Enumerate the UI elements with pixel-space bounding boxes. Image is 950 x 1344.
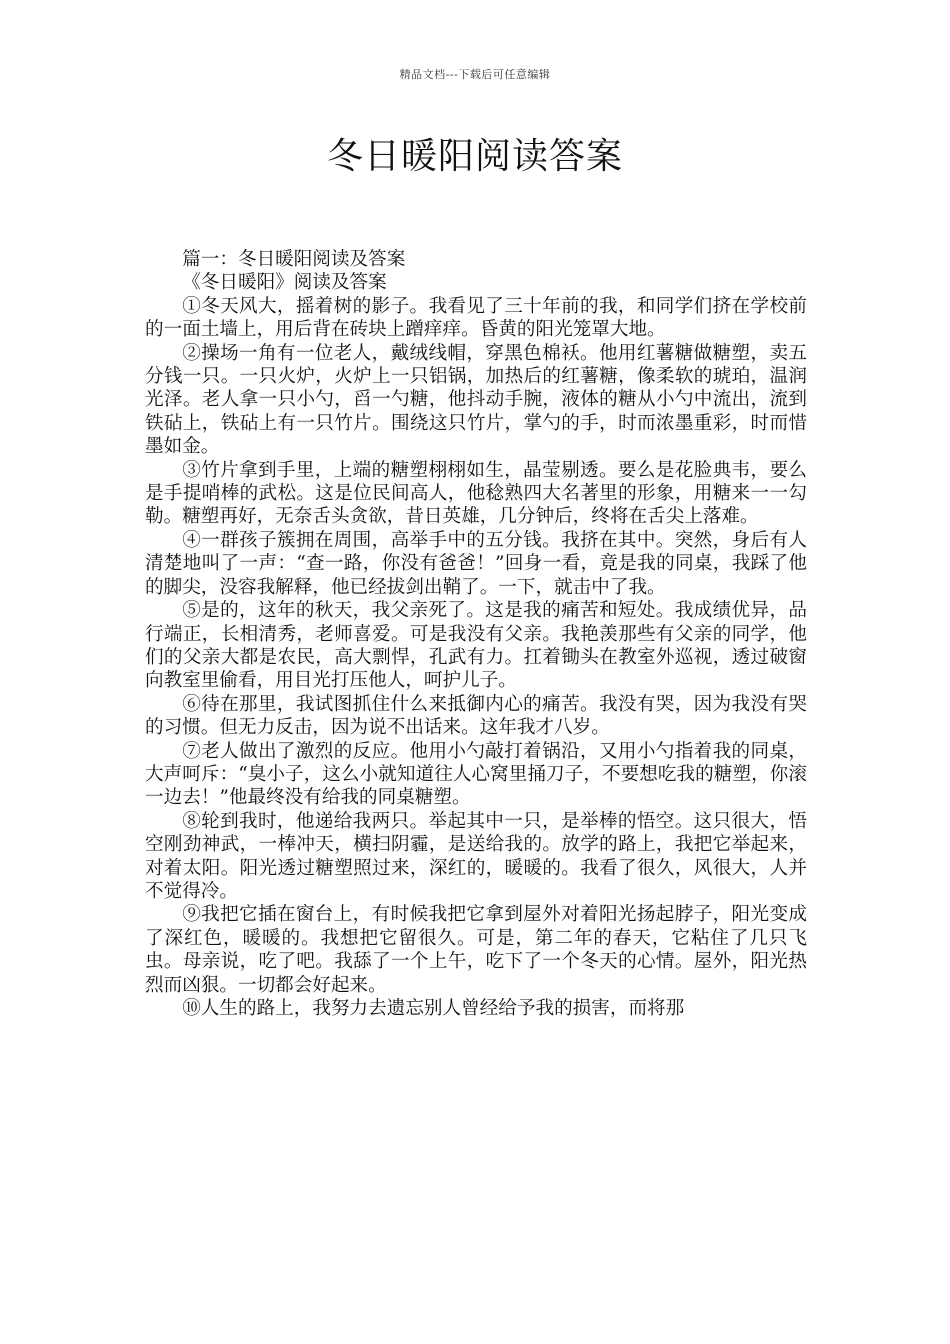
- paragraph-10: ⑩人生的路上，我努力去遗忘别人曾经给予我的损害，而将那: [182, 998, 685, 1019]
- paragraph-3: ③竹片拿到手里，上端的糖塑栩栩如生，晶莹剔透。要么是花脸典韦，要么是手提哨棒的武松。这是位民间高人，他稔熟四大名著里的形象，用糖来一一勾勒。糖塑再好，无奈舌头贪欲，昔日英雄，几分钟后，终将在舌尖上落难。: [145, 459, 807, 528]
- header-note: 精品文档---下载后可任意编辑: [399, 68, 551, 81]
- paragraph-5: ⑤是的，这年的秋天，我父亲死了。这是我的痛苦和短处。我成绩优异，品行端正，长相清秀，老师喜爱。可是我没有父亲。我艳羡那些有父亲的同学，他们的父亲大都是农民，高大剽悍，孔武有力。扛着锄头在教室外巡视，透过破窗向教室里偷看，用目光打压他人，呵护儿子。: [145, 600, 807, 692]
- paragraph-8: ⑧轮到我时，他递给我两只。举起其中一只，是举棒的悟空。这只很大，悟空刚劲神武，一棒冲天，横扫阴霾，是送给我的。放学的路上，我把它举起来，对着太阳。阳光透过糖塑照过来，深红的，暖暖的。我看了很久，风很大，人并不觉得冷。: [145, 810, 807, 902]
- paragraph-6: ⑥待在那里，我试图抓住什么来抵御内心的痛苦。我没有哭，因为我没有哭的习惯。但无力反击，因为说不出话来。这年我才八岁。: [145, 693, 807, 739]
- section-heading: 篇一：冬日暖阳阅读及答案: [182, 249, 406, 270]
- paragraph-4: ④一群孩子簇拥在周围，高举手中的五分钱。我挤在其中。突然，身后有人清楚地叫了一声：“查一路，你没有爸爸！”回身一看，竟是我的同桌，我踩了他的脚尖，没容我解释，他已经拔剑出鞘了。一下，就击中了我。: [145, 529, 807, 598]
- document-body: [145, 248, 807, 1020]
- paragraph-1: ①冬天风大，摇着树的影子。我看见了三十年前的我，和同学们挤在学校前的一面土墙上，用后背在砖块上蹭痒痒。昏黄的阳光笼罩大地。: [145, 295, 807, 341]
- paragraph-2: ②操场一角有一位老人，戴绒线帽，穿黑色棉袄。他用红薯糖做糖塑，卖五分钱一只。一只火炉，火炉上一只铝锅，加热后的红薯糖，像柔软的琥珀，温润光泽。老人拿一只小勺，舀一勺糖，他抖动手腕，液体的糖从小勺中流出，流到铁砧上，铁砧上有一只竹片。围绕这只竹片，掌勺的手，时而浓墨重彩，时而惜墨如金。: [145, 342, 807, 458]
- paragraph-7: ⑦老人做出了激烈的反应。他用小勺敲打着锅沿，又用小勺指着我的同桌，大声呵斥：“臭小子，这么小就知道往人心窝里捅刀子，不要想吃我的糖塑，你滚一边去！”他最终没有给我的同桌糖塑。: [145, 740, 807, 809]
- article-heading: 《冬日暖阳》阅读及答案: [182, 272, 387, 294]
- paragraph-9: ⑨我把它插在窗台上，有时候我把它拿到屋外对着阳光扬起脖子，阳光变成了深红色，暖暖的。我想把它留很久。可是，第二年的春天，它粘住了几只飞虫。母亲说，吃了吧。我舔了一个上午，吃下了一个冬天的心情。屋外，阳光热烈而凶狠。一切都会好起来。: [145, 904, 807, 996]
- document-title: 冬日暖阳阅读答案: [326, 136, 623, 177]
